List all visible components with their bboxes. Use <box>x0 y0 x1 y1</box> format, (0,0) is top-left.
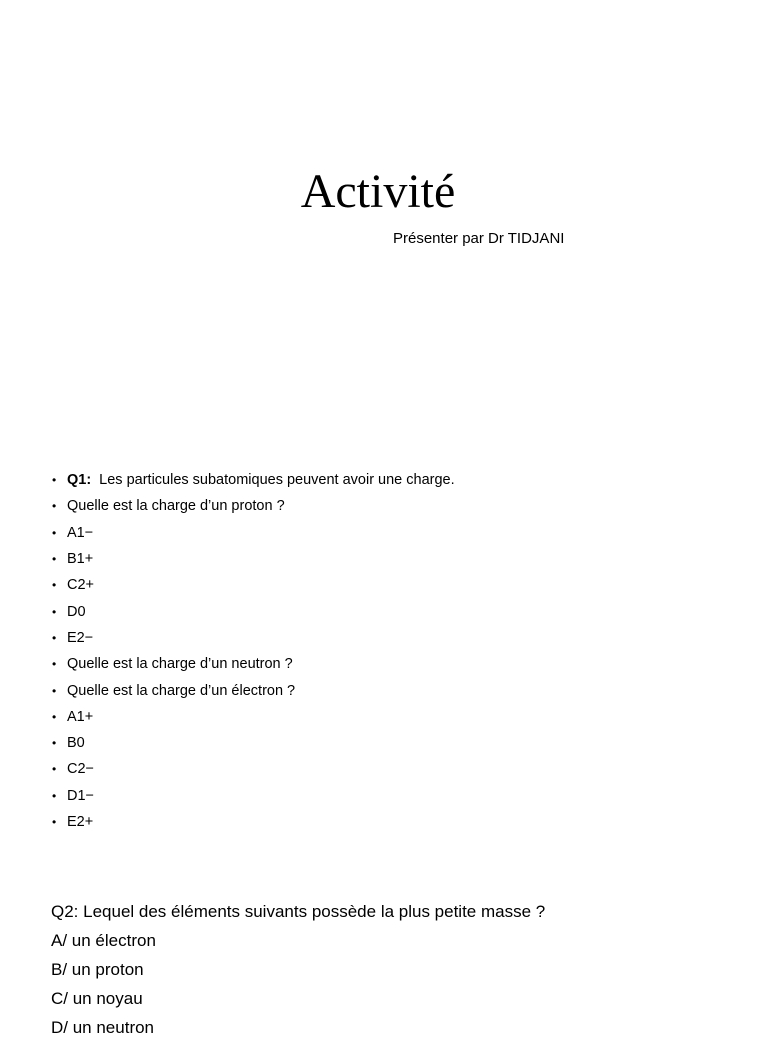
list-item-text: E2+ <box>67 814 94 830</box>
bullet-icon: • <box>52 578 57 593</box>
bullet-icon: • <box>52 815 57 829</box>
q1-label: Q1: <box>67 472 92 489</box>
bullet-icon: • <box>52 630 57 645</box>
bullet-icon: • <box>52 473 57 488</box>
list-item-text: D0 <box>67 603 86 620</box>
list-item-text: C2+ <box>67 577 95 594</box>
bullet-icon: • <box>52 736 57 751</box>
bullet-icon: • <box>52 709 57 724</box>
list-item-text: B1+ <box>67 551 94 568</box>
list-item-text: Quelle est la charge d’un neutron ? <box>67 656 293 673</box>
q1-bullet-list <box>52 467 455 835</box>
list-item-text: A1+ <box>67 708 94 725</box>
list-item <box>52 783 455 809</box>
list-item <box>52 546 455 572</box>
bullet-icon: • <box>52 604 57 619</box>
list-item <box>52 651 455 677</box>
list-item <box>52 467 455 493</box>
presenter-subtitle: Présenter par Dr TIDJANI <box>393 230 565 247</box>
q2-option: B/ un proton <box>51 960 144 979</box>
bullet-icon: • <box>52 499 57 514</box>
list-item <box>52 677 455 703</box>
q2-option: D/ un neutron <box>51 1018 155 1037</box>
q2-block <box>51 897 545 1042</box>
list-item <box>52 520 455 546</box>
q2-option: A/ un électron <box>51 931 156 950</box>
list-item-text: Quelle est la charge d’un proton ? <box>67 498 285 515</box>
page-title: Activité <box>300 165 456 218</box>
list-item <box>52 572 455 598</box>
q1-intro: Les particules subatomiques peuvent avoir une charge. <box>99 472 455 489</box>
list-item <box>52 809 455 835</box>
list-item-text: A1− <box>67 524 94 541</box>
list-item-text: C2− <box>67 761 95 778</box>
list-item <box>52 730 455 756</box>
list-item <box>52 493 455 519</box>
q2-question: Q2: Lequel des éléments suivants possède la plus petite masse ? <box>51 902 546 921</box>
bullet-icon: • <box>52 525 57 540</box>
bullet-icon: • <box>52 657 57 672</box>
bullet-icon: • <box>52 762 57 777</box>
list-item-text: B0 <box>67 735 85 752</box>
list-item-text: D1− <box>67 787 95 804</box>
bullet-icon: • <box>52 552 57 567</box>
list-item-text: E2− <box>67 629 94 646</box>
list-item <box>52 625 455 651</box>
list-item <box>52 704 455 730</box>
list-item <box>52 598 455 624</box>
list-item <box>52 756 455 782</box>
bullet-icon: • <box>52 683 57 698</box>
bullet-icon: • <box>52 788 57 803</box>
q2-option: C/ un noyau <box>51 989 143 1008</box>
list-item-text: Quelle est la charge d’un électron ? <box>67 682 296 699</box>
